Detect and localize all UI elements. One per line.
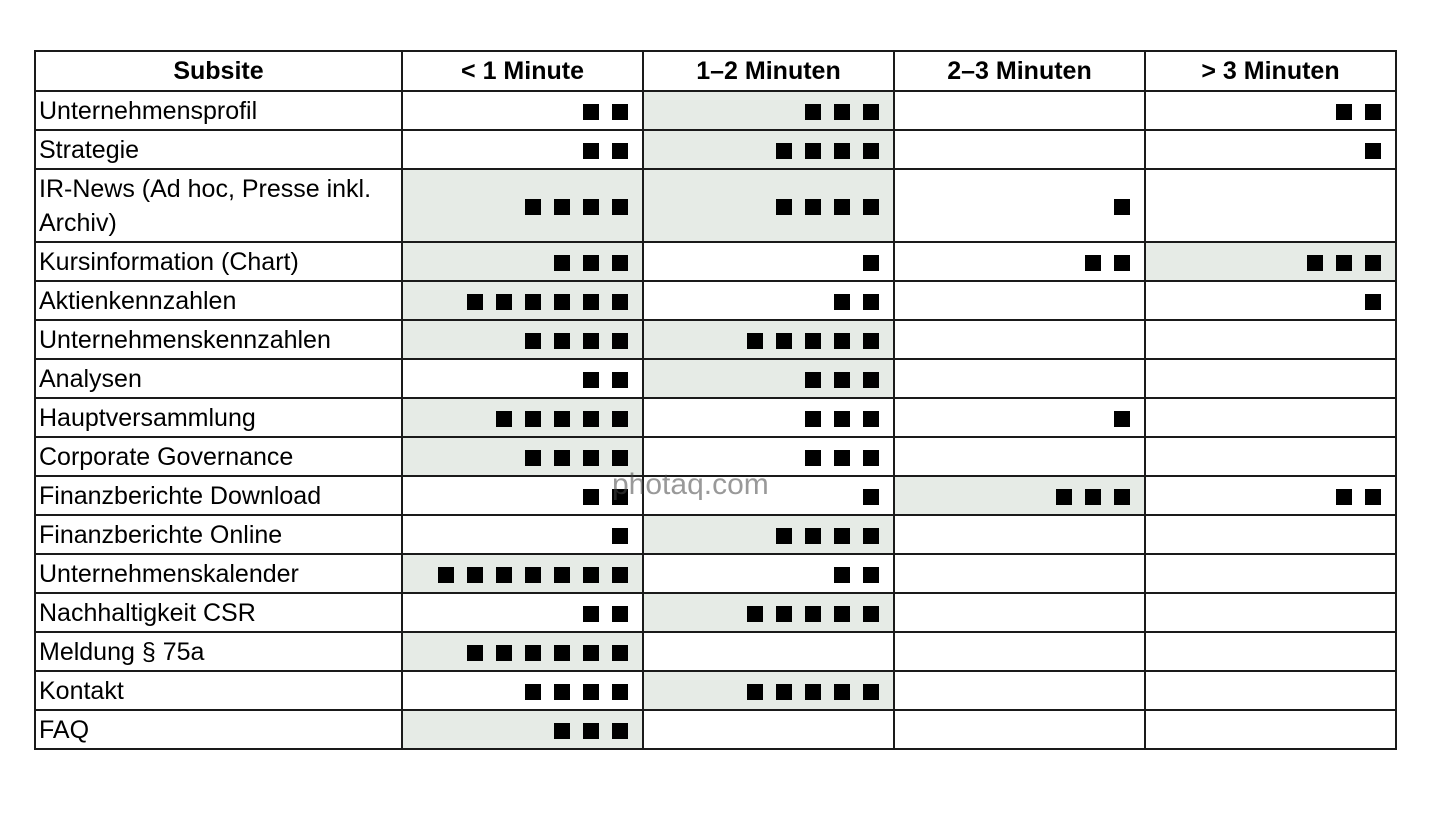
count-marker <box>1085 255 1101 271</box>
count-marker <box>805 104 821 120</box>
cell-over-3-minutes <box>1145 476 1396 515</box>
table-row <box>35 554 1396 593</box>
count-marker <box>863 104 879 120</box>
count-marker <box>747 333 763 349</box>
count-marker <box>525 684 541 700</box>
cell-over-3-minutes <box>1145 554 1396 593</box>
count-marker <box>863 372 879 388</box>
row-label: Strategie <box>35 130 402 169</box>
header-under-1-minute: < 1 Minute <box>402 51 643 91</box>
count-marker <box>583 199 599 215</box>
count-marker <box>863 333 879 349</box>
count-marker <box>612 199 628 215</box>
table-row <box>35 320 1396 359</box>
cell-under-1-minute <box>402 593 643 632</box>
cell-1-2-minutes <box>643 320 894 359</box>
row-label: Meldung § 75a <box>35 632 402 671</box>
header-subsite: Subsite <box>35 51 402 91</box>
cell-1-2-minutes <box>643 281 894 320</box>
count-marker <box>805 199 821 215</box>
count-marker <box>776 143 792 159</box>
cell-1-2-minutes <box>643 398 894 437</box>
cell-1-2-minutes <box>643 242 894 281</box>
count-marker <box>554 723 570 739</box>
cell-2-3-minutes <box>894 710 1145 749</box>
count-marker <box>834 411 850 427</box>
cell-under-1-minute <box>402 130 643 169</box>
count-marker <box>805 450 821 466</box>
count-marker <box>612 645 628 661</box>
count-marker <box>525 333 541 349</box>
cell-1-2-minutes <box>643 632 894 671</box>
count-marker <box>612 606 628 622</box>
row-label: Unternehmenskalender <box>35 554 402 593</box>
cell-under-1-minute <box>402 671 643 710</box>
table-row <box>35 476 1396 515</box>
count-marker <box>834 567 850 583</box>
cell-over-3-minutes <box>1145 169 1396 242</box>
cell-over-3-minutes <box>1145 242 1396 281</box>
row-label: Kursinformation (Chart) <box>35 242 402 281</box>
row-label: Kontakt <box>35 671 402 710</box>
table-row <box>35 593 1396 632</box>
count-marker <box>496 411 512 427</box>
table-row <box>35 710 1396 749</box>
cell-2-3-minutes <box>894 130 1145 169</box>
count-marker <box>583 684 599 700</box>
count-marker <box>583 333 599 349</box>
cell-1-2-minutes <box>643 593 894 632</box>
cell-over-3-minutes <box>1145 91 1396 130</box>
count-marker <box>1307 255 1323 271</box>
count-marker <box>863 411 879 427</box>
count-marker <box>554 199 570 215</box>
cell-1-2-minutes <box>643 359 894 398</box>
cell-over-3-minutes <box>1145 281 1396 320</box>
cell-2-3-minutes <box>894 632 1145 671</box>
cell-under-1-minute <box>402 554 643 593</box>
count-marker <box>525 199 541 215</box>
cell-1-2-minutes <box>643 515 894 554</box>
count-marker <box>583 143 599 159</box>
row-label: Corporate Governance <box>35 437 402 476</box>
count-marker <box>583 606 599 622</box>
count-marker <box>583 567 599 583</box>
cell-2-3-minutes <box>894 671 1145 710</box>
cell-over-3-minutes <box>1145 320 1396 359</box>
cell-under-1-minute <box>402 398 643 437</box>
cell-under-1-minute <box>402 632 643 671</box>
cell-1-2-minutes <box>643 437 894 476</box>
count-marker <box>805 372 821 388</box>
count-marker <box>583 645 599 661</box>
count-marker <box>583 104 599 120</box>
count-marker <box>805 528 821 544</box>
count-marker <box>863 684 879 700</box>
count-marker <box>1085 489 1101 505</box>
count-marker <box>805 143 821 159</box>
cell-2-3-minutes <box>894 515 1145 554</box>
count-marker <box>805 333 821 349</box>
count-marker <box>863 450 879 466</box>
table-row <box>35 242 1396 281</box>
response-time-table <box>34 50 1397 750</box>
count-marker <box>1114 255 1130 271</box>
cell-2-3-minutes <box>894 242 1145 281</box>
count-marker <box>776 684 792 700</box>
count-marker <box>1336 489 1352 505</box>
cell-2-3-minutes <box>894 91 1145 130</box>
count-marker <box>834 143 850 159</box>
count-marker <box>776 528 792 544</box>
cell-over-3-minutes <box>1145 398 1396 437</box>
count-marker <box>834 528 850 544</box>
count-marker <box>496 294 512 310</box>
row-label: Unternehmensprofil <box>35 91 402 130</box>
count-marker <box>554 294 570 310</box>
count-marker <box>834 606 850 622</box>
count-marker <box>612 333 628 349</box>
row-label: Finanzberichte Download <box>35 476 402 515</box>
row-label: Finanzberichte Online <box>35 515 402 554</box>
cell-under-1-minute <box>402 515 643 554</box>
cell-under-1-minute <box>402 281 643 320</box>
count-marker <box>834 372 850 388</box>
count-marker <box>1114 411 1130 427</box>
cell-over-3-minutes <box>1145 671 1396 710</box>
count-marker <box>583 723 599 739</box>
cell-under-1-minute <box>402 710 643 749</box>
cell-1-2-minutes <box>643 91 894 130</box>
table-row <box>35 671 1396 710</box>
count-marker <box>554 645 570 661</box>
count-marker <box>525 294 541 310</box>
cell-2-3-minutes <box>894 437 1145 476</box>
count-marker <box>834 199 850 215</box>
cell-over-3-minutes <box>1145 359 1396 398</box>
count-marker <box>612 450 628 466</box>
count-marker <box>612 255 628 271</box>
count-marker <box>834 450 850 466</box>
count-marker <box>747 684 763 700</box>
count-marker <box>612 143 628 159</box>
count-marker <box>1056 489 1072 505</box>
cell-2-3-minutes <box>894 320 1145 359</box>
cell-2-3-minutes <box>894 398 1145 437</box>
row-label: Aktienkennzahlen <box>35 281 402 320</box>
count-marker <box>525 567 541 583</box>
row-label: Hauptversammlung <box>35 398 402 437</box>
header-2-3-minutes: 2–3 Minuten <box>894 51 1145 91</box>
cell-over-3-minutes <box>1145 632 1396 671</box>
count-marker <box>467 294 483 310</box>
count-marker <box>834 684 850 700</box>
cell-under-1-minute <box>402 476 643 515</box>
cell-1-2-minutes <box>643 710 894 749</box>
count-marker <box>583 411 599 427</box>
count-marker <box>525 411 541 427</box>
count-marker <box>525 645 541 661</box>
cell-2-3-minutes <box>894 281 1145 320</box>
count-marker <box>612 104 628 120</box>
count-marker <box>612 723 628 739</box>
count-marker <box>554 255 570 271</box>
count-marker <box>1365 104 1381 120</box>
count-marker <box>863 294 879 310</box>
count-marker <box>1365 143 1381 159</box>
table-row <box>35 130 1396 169</box>
count-marker <box>467 645 483 661</box>
table-row <box>35 632 1396 671</box>
count-marker <box>863 567 879 583</box>
cell-over-3-minutes <box>1145 710 1396 749</box>
count-marker <box>863 528 879 544</box>
cell-1-2-minutes <box>643 130 894 169</box>
cell-under-1-minute <box>402 91 643 130</box>
cell-1-2-minutes <box>643 169 894 242</box>
count-marker <box>834 104 850 120</box>
table-row <box>35 91 1396 130</box>
cell-over-3-minutes <box>1145 130 1396 169</box>
cell-2-3-minutes <box>894 476 1145 515</box>
count-marker <box>863 606 879 622</box>
count-marker <box>805 411 821 427</box>
count-marker <box>554 411 570 427</box>
table-body <box>35 91 1396 749</box>
cell-over-3-minutes <box>1145 515 1396 554</box>
count-marker <box>1336 255 1352 271</box>
count-marker <box>1336 104 1352 120</box>
row-label: Unternehmenskennzahlen <box>35 320 402 359</box>
cell-1-2-minutes <box>643 671 894 710</box>
count-marker <box>805 606 821 622</box>
count-marker <box>554 684 570 700</box>
count-marker <box>612 684 628 700</box>
count-marker <box>554 450 570 466</box>
table-row <box>35 169 1396 242</box>
count-marker <box>863 143 879 159</box>
count-marker <box>1114 489 1130 505</box>
count-marker <box>612 294 628 310</box>
cell-1-2-minutes <box>643 554 894 593</box>
table-row <box>35 281 1396 320</box>
count-marker <box>583 372 599 388</box>
cell-over-3-minutes <box>1145 437 1396 476</box>
count-marker <box>583 255 599 271</box>
count-marker <box>525 450 541 466</box>
count-marker <box>1114 199 1130 215</box>
count-marker <box>1365 489 1381 505</box>
cell-2-3-minutes <box>894 169 1145 242</box>
watermark: photaq.com <box>612 468 769 501</box>
cell-under-1-minute <box>402 359 643 398</box>
row-label: Nachhaltigkeit CSR <box>35 593 402 632</box>
count-marker <box>612 489 628 505</box>
count-marker <box>554 333 570 349</box>
cell-1-2-minutes <box>643 476 894 515</box>
row-label: Analysen <box>35 359 402 398</box>
count-marker <box>438 567 454 583</box>
header-over-3-minutes: > 3 Minuten <box>1145 51 1396 91</box>
count-marker <box>1365 294 1381 310</box>
count-marker <box>583 450 599 466</box>
cell-2-3-minutes <box>894 554 1145 593</box>
count-marker <box>834 294 850 310</box>
count-marker <box>863 255 879 271</box>
cell-under-1-minute <box>402 169 643 242</box>
cell-over-3-minutes <box>1145 593 1396 632</box>
table-row <box>35 437 1396 476</box>
count-marker <box>776 333 792 349</box>
count-marker <box>612 528 628 544</box>
table-row <box>35 359 1396 398</box>
count-marker <box>583 294 599 310</box>
count-marker <box>805 684 821 700</box>
count-marker <box>612 372 628 388</box>
header-1-2-minutes: 1–2 Minuten <box>643 51 894 91</box>
cell-2-3-minutes <box>894 593 1145 632</box>
cell-under-1-minute <box>402 242 643 281</box>
table-row <box>35 398 1396 437</box>
table-row <box>35 515 1396 554</box>
cell-under-1-minute <box>402 437 643 476</box>
count-marker <box>612 567 628 583</box>
count-marker <box>583 489 599 505</box>
count-marker <box>747 606 763 622</box>
count-marker <box>496 645 512 661</box>
row-label: FAQ <box>35 710 402 749</box>
count-marker <box>467 567 483 583</box>
count-marker <box>496 567 512 583</box>
count-marker <box>834 333 850 349</box>
count-marker <box>554 567 570 583</box>
count-marker <box>863 199 879 215</box>
header-row <box>35 51 1396 91</box>
cell-under-1-minute <box>402 320 643 359</box>
count-marker <box>1365 255 1381 271</box>
cell-2-3-minutes <box>894 359 1145 398</box>
count-marker <box>776 606 792 622</box>
row-label: IR-News (Ad hoc, Presse inkl. Archiv) <box>35 169 402 242</box>
count-marker <box>612 411 628 427</box>
count-marker <box>776 199 792 215</box>
count-marker <box>863 489 879 505</box>
